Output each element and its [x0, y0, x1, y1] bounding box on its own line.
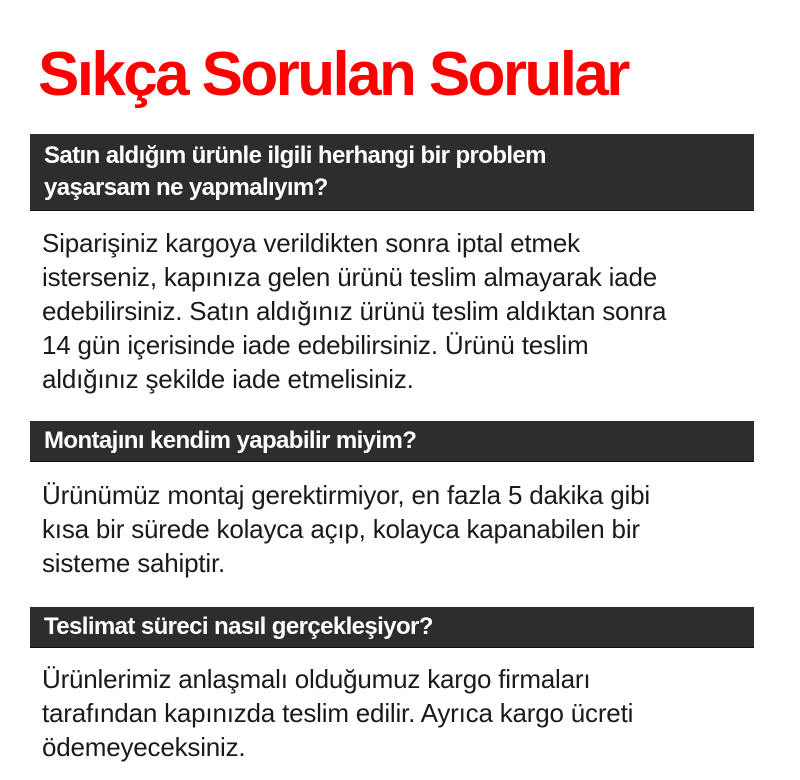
faq-question-2-line-1: Montajını kendim yapabilir miyim?	[44, 427, 417, 454]
faq-answer-1-line-1: Siparişiniz kargoya verildikten sonra iptal etmek	[42, 228, 580, 258]
faq-answer-1-line-3: edebilirsiniz. Satın aldığınız ürünü teslim aldıktan sonra	[42, 296, 667, 326]
faq-question-3-line-1: Teslimat süreci nasıl gerçekleşiyor?	[44, 613, 433, 640]
faq-answer-1-line-4: 14 gün içerisinde iade edebilirsiniz. Ürünü teslim	[42, 330, 589, 360]
faq-answer-2-line-2: kısa bir sürede kolayca açıp, kolayca kapanabilen bir	[42, 514, 640, 544]
faq-answer-2	[42, 478, 772, 580]
faq-answer-2-line-3: sisteme sahiptir.	[42, 548, 226, 578]
faq-answer-2-line-1: Ürünümüz montaj gerektirmiyor, en fazla 5 dakika gibi	[42, 480, 650, 510]
faq-question-1-line-1: Satın aldığım ürünle ilgili herhangi bir problem	[44, 142, 546, 169]
faq-answer-3-line-1: Ürünlerimiz anlaşmalı olduğumuz kargo firmaları	[42, 664, 591, 694]
faq-question-1	[30, 134, 754, 210]
faq-question-3	[30, 607, 754, 647]
faq-question-2	[30, 421, 754, 461]
faq-answer-3-line-2: tarafından kapınızda teslim edilir. Ayrıca kargo ücreti	[42, 698, 634, 728]
faq-answer-3	[42, 662, 772, 764]
faq-answer-3-line-3: ödemeyeceksiniz.	[42, 732, 246, 762]
faq-answer-1-line-5: aldığınız şekilde iade etmelisiniz.	[42, 364, 414, 394]
page-title: Sıkça Sorulan Sorular	[38, 40, 628, 109]
faq-question-1-line-2: yaşarsam ne yapmalıyım?	[44, 174, 328, 201]
faq-answer-1-line-2: isterseniz, kapınıza gelen ürünü teslim almayarak iade	[42, 262, 657, 292]
faq-answer-1	[42, 226, 772, 396]
